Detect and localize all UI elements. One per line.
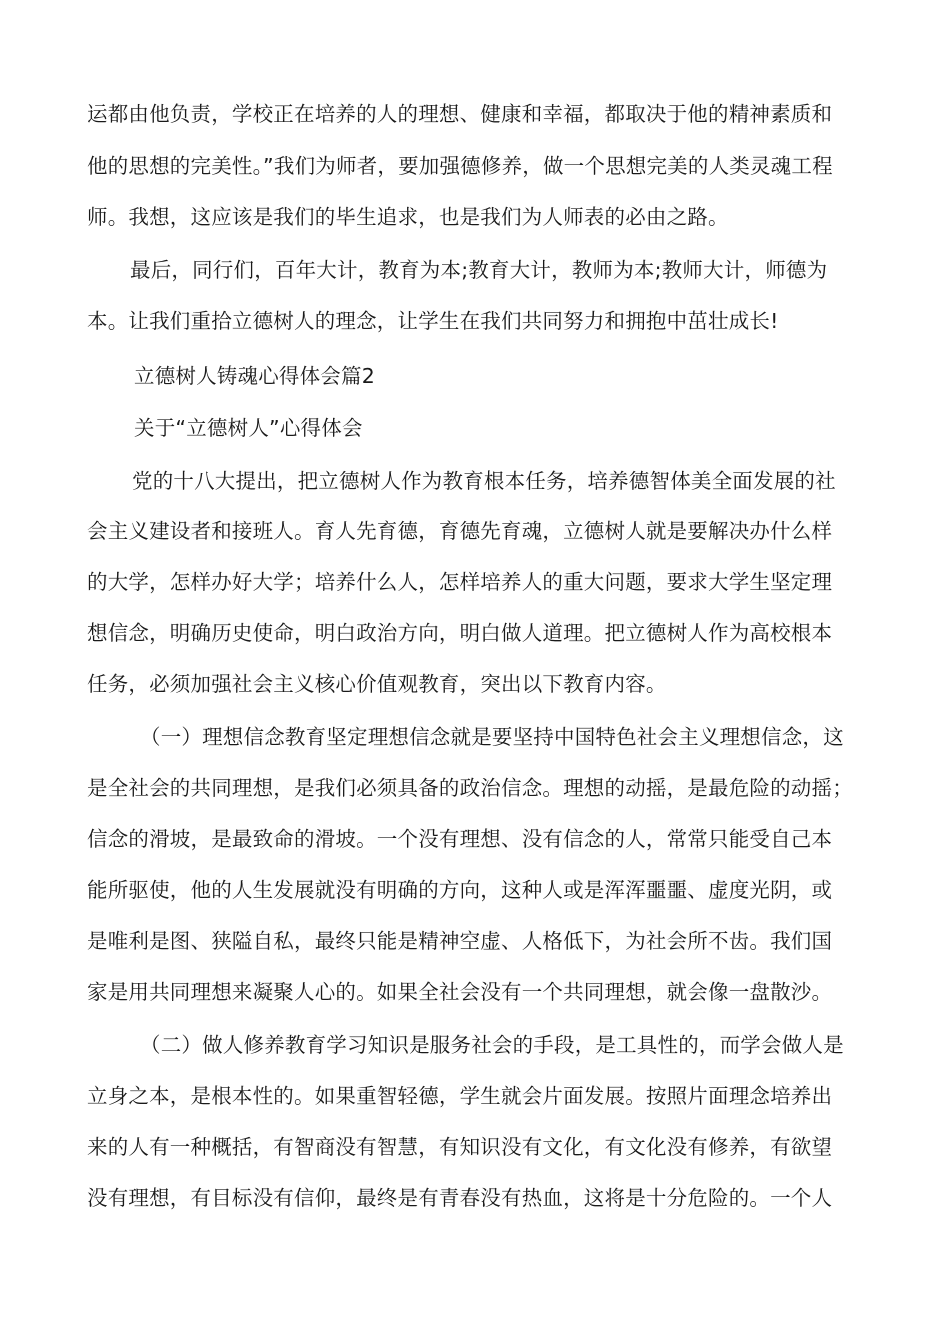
section-heading: 立德树人铸魂心得体会篇2 [134, 364, 375, 388]
text-line: （二）做人修养教育学习知识是服务社会的手段，是工具性的，而学会做人是 [140, 1033, 844, 1057]
text-line: 党的十八大提出，把立德树人作为教育根本任务，培养德智体美全面发展的社 [132, 469, 836, 493]
text-line: 最后，同行们，百年大计，教育为本;教育大计，教师为本;教师大计，师德为 [130, 258, 828, 282]
text-line: 家是用共同理想来凝聚人心的。如果全社会没有一个共同理想，就会像一盘散沙。 [87, 980, 833, 1004]
text-line: 是全社会的共同理想，是我们必须具备的政治信念。理想的动摇，是最危险的动摇； [87, 776, 853, 800]
text-line: 立身之本，是根本性的。如果重智轻德，学生就会片面发展。按照片面理念培养出 [87, 1084, 833, 1108]
text-line: 本。让我们重拾立德树人的理念，让学生在我们共同努力和拥抱中茁壮成长! [87, 309, 779, 333]
text-line: （一）理想信念教育坚定理想信念就是要坚持中国特色社会主义理想信念，这 [140, 725, 844, 749]
article-title: 关于“立德树人”心得体会 [134, 416, 363, 440]
text-line: 想信念，明确历史使命，明白政治方向，明白做人道理。把立德树人作为高校根本 [87, 621, 833, 645]
text-line: 信念的滑坡，是最致命的滑坡。一个没有理想、没有信念的人，常常只能受自己本 [87, 827, 833, 851]
text-line: 来的人有一种概括，有智商没有智慧，有知识没有文化，有文化没有修养，有欲望 [87, 1135, 833, 1159]
text-line: 会主义建设者和接班人。育人先育德，育德先育魂，立德树人就是要解决办什么样 [87, 519, 833, 543]
text-line: 没有理想，有目标没有信仰，最终是有青春没有热血，这将是十分危险的。一个人 [87, 1186, 833, 1210]
text-line: 他的思想的完美性。”我们为师者，要加强德修养，做一个思想完美的人类灵魂工程 [87, 154, 833, 178]
text-line: 任务，必须加强社会主义核心价值观教育，突出以下教育内容。 [87, 672, 667, 696]
text-line: 师。我想，这应该是我们的毕生追求，也是我们为人师表的必由之路。 [87, 205, 729, 229]
text-line: 运都由他负责，学校正在培养的人的理想、健康和幸福，都取决于他的精神素质和 [87, 102, 833, 126]
text-line: 是唯利是图、狭隘自私，最终只能是精神空虚、人格低下，为社会所不齿。我们国 [87, 929, 833, 953]
text-line: 能所驱使，他的人生发展就没有明确的方向，这种人或是浑浑噩噩、虚度光阴，或 [87, 878, 833, 902]
text-line: 的大学，怎样办好大学；培养什么人，怎样培养人的重大问题，要求大学生坚定理 [87, 570, 833, 594]
